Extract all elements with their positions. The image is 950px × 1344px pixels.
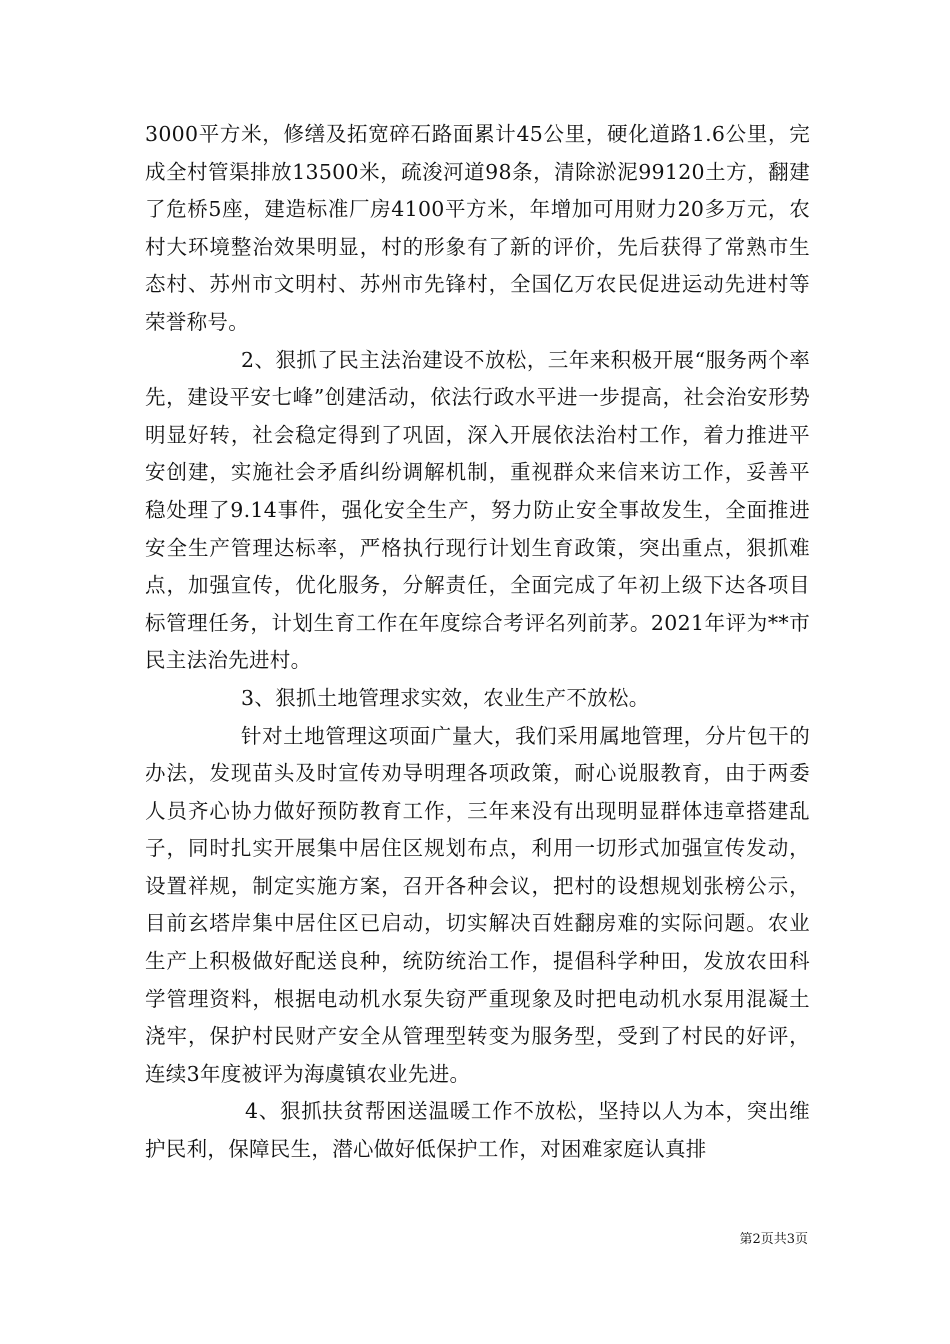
heading-land-management: 3、狠抓土地管理求实效，农业生产不放松。 bbox=[241, 685, 650, 710]
document-page bbox=[145, 116, 810, 1169]
paragraph-rule-of-law: 2、狠抓了民主法治建设不放松，三年来积极开展“服务两个率先，建设平安七峰”创建活动，依法行政水平进一步提高，社会治安形势明显好转，社会稳定得到了巩固，深入开展依法治村工作，着力推进平安创建，实施社会矛盾纠纷调解机制，重视群众来信来访工作，妥善平稳处理了9.14事件，强化安全生产，努力防止安全事故发生，全面推进安全生产管理达标率，严格执行现行计划生育政策，突出重点，狠抓难点，加强宣传，优化服务，分解责任，全面完成了年初上级下达各项目标管理任务，计划生育工作在年度综合考评名列前茅。2021年评为**市民主法治先进村。 bbox=[145, 347, 810, 673]
paragraph-infrastructure: 3000平方米，修缮及拓宽碎石路面累计45公里，硬化道路1.6公里，完成全村管渠排放13500米，疏浚河道98条，清除淤泥99120土方，翻建了危桥5座，建造标准厂房4100平方米，年增加可用财力20多万元，农村大环境整治效果明显，村的形象有了新的评价，先后获得了常熟市生态村、苏州市文明村、苏州市先锋村，全国亿万农民促进运动先进村等荣誉称号。 bbox=[145, 122, 810, 334]
paragraph-land-management: 针对土地管理这项面广量大，我们采用属地管理，分片包干的办法，发现苗头及时宣传劝导明理各项政策，耐心说服教育，由于两委人员齐心协力做好预防教育工作，三年来没有出现明显群体违章搭建乱子，同时扎实开展集中居住区规划布点，利用一切形式加强宣传发动，设置祥规，制定实施方案，召开各种会议，把村的设想规划张榜公示，目前玄塔岸集中居住区已启动，切实解决百姓翻房难的实际问题。农业生产上积极做好配送良种，统防统治工作，提倡科学种田，发放农田科学管理资料，根据电动机水泵失窃严重现象及时把电动机水泵用混凝土浇牢，保护村民财产安全从管理型转变为服务型，受到了村民的好评，连续3年度被评为海虞镇农业先进。 bbox=[145, 723, 810, 1086]
paragraph-poverty-relief: 4、狠抓扶贫帮困送温暖工作不放松，坚持以人为本，突出维护民利，保障民生，潜心做好低保护工作，对困难家庭认真排 bbox=[145, 1099, 810, 1162]
page-number: 第2页共3页 bbox=[739, 1232, 808, 1247]
